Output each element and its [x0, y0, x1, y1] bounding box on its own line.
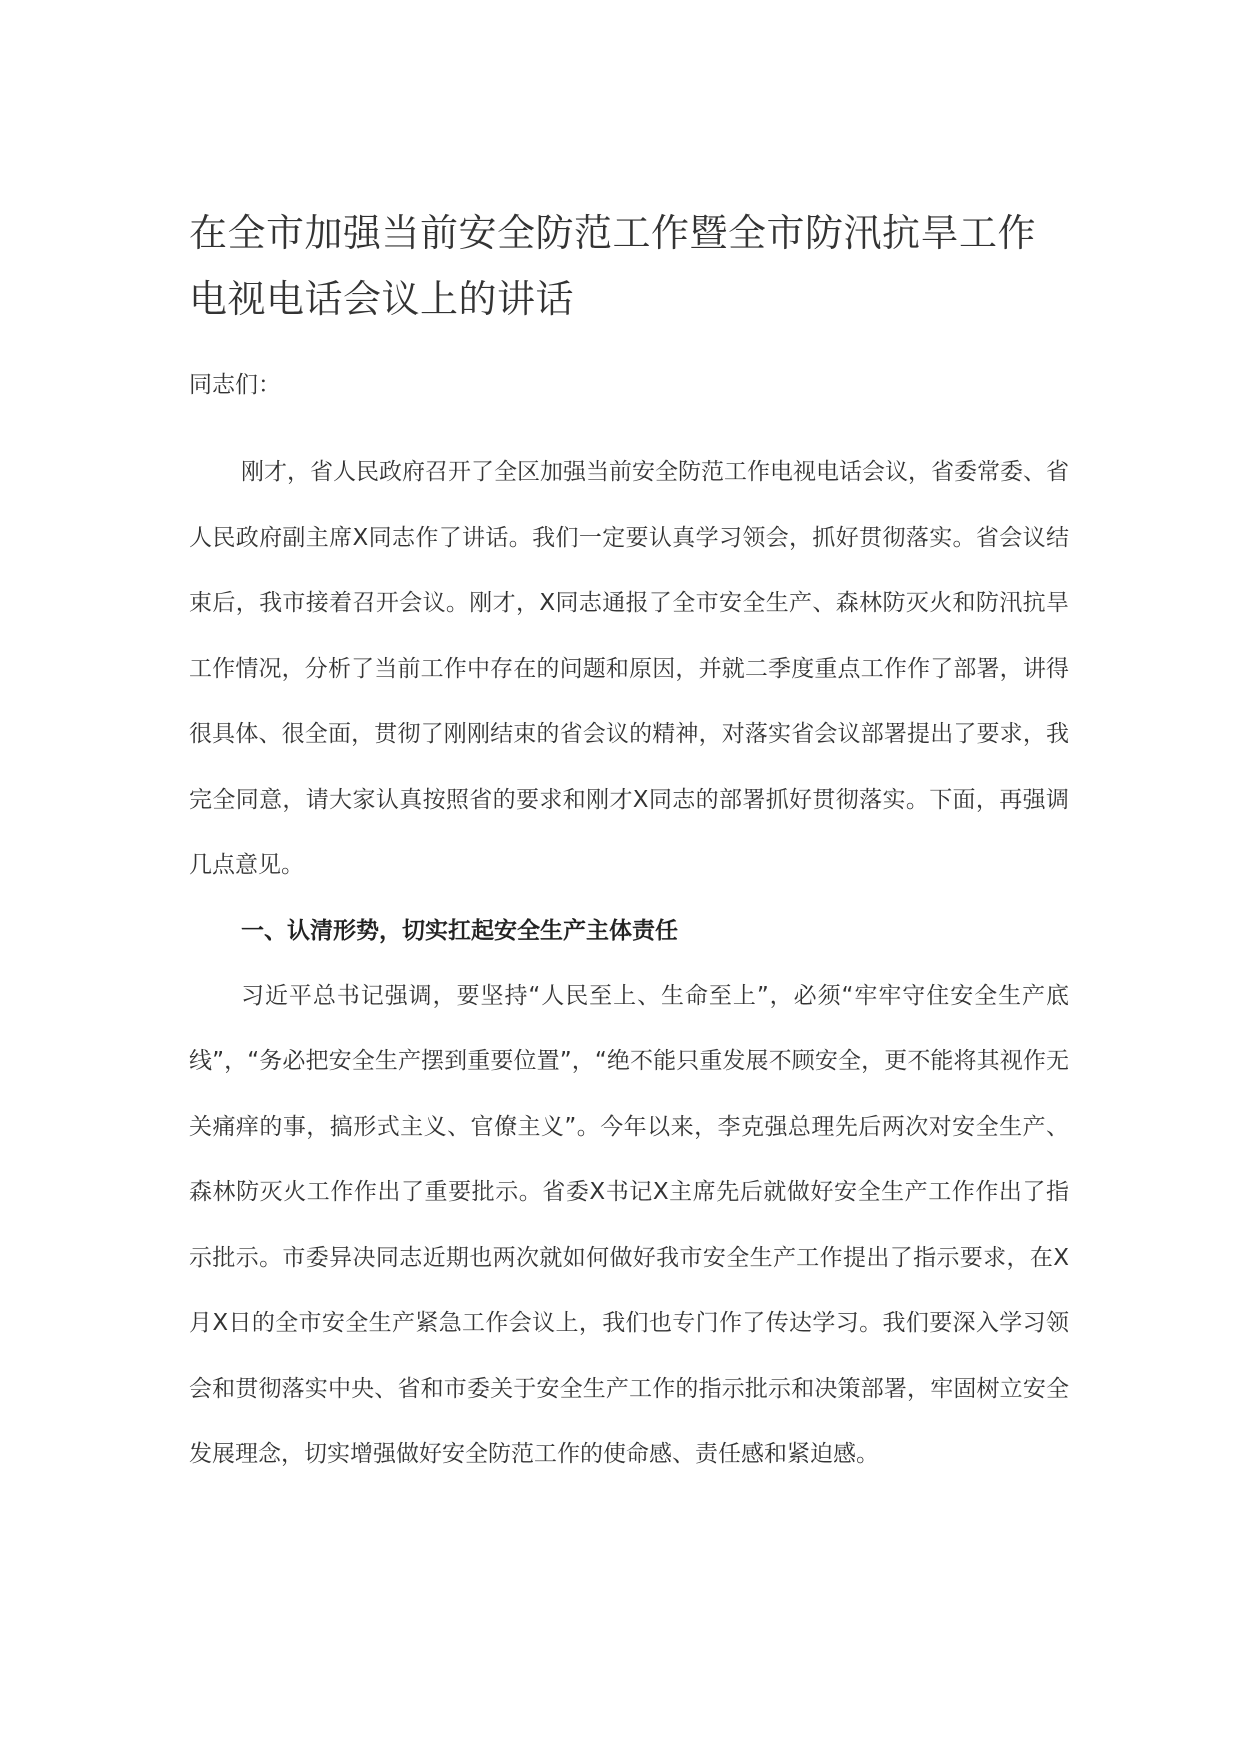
greeting: 同志们：	[189, 372, 281, 398]
document-title: 在全市加强当前安全防范工作暨全市防汛抗旱工作电视电话会议上的讲话	[189, 211, 1037, 321]
paragraph-section-one: 习近平总书记强调，要坚持“人民至上、生命至上”，必须“牢牢守住安全生产底线”，“务必把安全生产摆到重要位置”，“绝不能只重发展不顾安全，更不能将其视作无关痛痒的事，搞形式主义、官僚主义”。今年以来，李克强总理先后两次对安全生产、森林防灭火工作作出了重要批示。省委X书记X主席先后就做好安全生产工作作出了指示批示。市委异决同志近期也两次就如何做好我市安全生产工作提出了指示要求，在X月X日的全市安全生产紧急工作会议上，我们也专门作了传达学习。我们要深入学习领会和贯彻落实中央、省和市委关于安全生产工作的指示批示和决策部署，牢固树立安全发展理念，切实增强做好安全防范工作的使命感、责任感和紧迫感。	[189, 982, 1069, 1467]
document-body	[189, 200, 1069, 1488]
section-heading: 一、认清形势，切实扛起安全生产主体责任	[241, 917, 678, 944]
paragraph-opening: 刚才，省人民政府召开了全区加强当前安全防范工作电视电话会议，省委常委、省人民政府副主席X同志作了讲话。我们一定要认真学习领会，抓好贯彻落实。省会议结束后，我市接着召开会议。刚才，X同志通报了全市安全生产、森林防灭火和防汛抗旱工作情况，分析了当前工作中存在的问题和原因，并就二季度重点工作作了部署，讲得很具体、很全面，贯彻了刚刚结束的省会议的精神，对落实省会议部署提出了要求，我完全同意，请大家认真按照省的要求和刚才X同志的部署抓好贯彻落实。下面，再强调几点意见。	[189, 459, 1069, 878]
